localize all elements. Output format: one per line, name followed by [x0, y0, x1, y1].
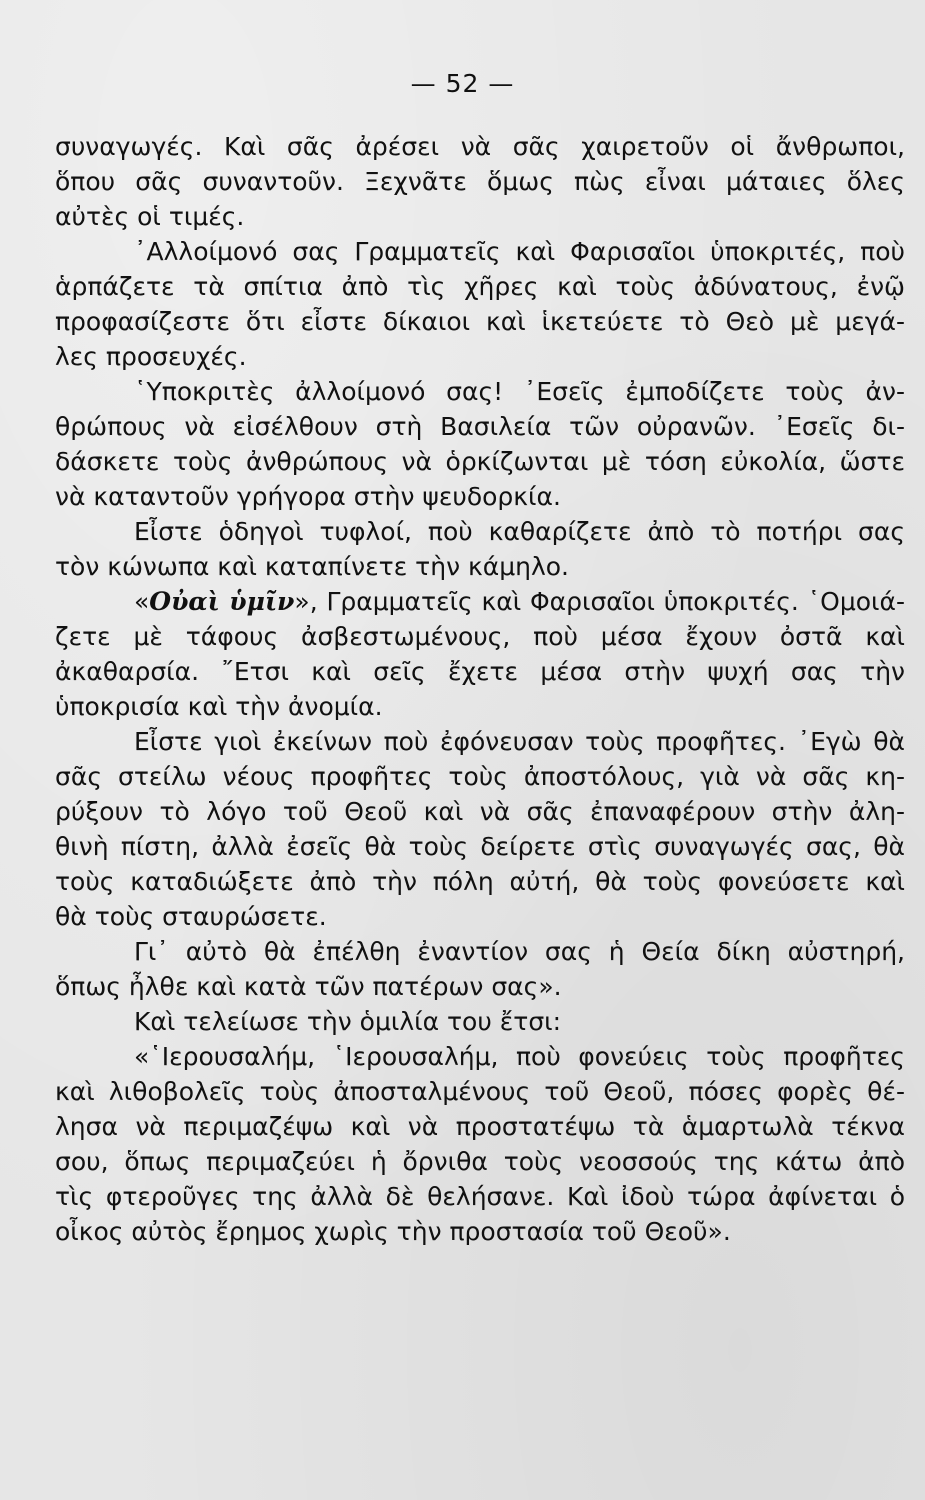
page-number: — 52 — [410, 69, 515, 98]
text-line: τὶς φτεροῦγες της ἀλλὰ δὲ θελήσανε. Καὶ ἰδοὺ τώρα ἀφίνεται ὁ [55, 1182, 905, 1211]
text-line: σᾶς στείλω νέους προφῆτες τοὺς ἀποστόλους, γιὰ νὰ σᾶς κη- [55, 762, 905, 791]
emphasis-ouai-hymin: Οὐαὶ ὑμῖν [149, 587, 295, 616]
text-line: θρώπους νὰ εἰσέλθουν στὴ Βασιλεία τῶν οὐρανῶν. ᾿Εσεῖς δι- [55, 412, 905, 441]
text-line: ἀκαθαρσία. ῎Ετσι καὶ σεῖς ἔχετε μέσα στὴν ψυχή σας τὴν [55, 657, 905, 686]
text-line: λες προσευχές. [55, 342, 247, 371]
text-line: ζετε μὲ τάφους ἀσβεστωμένους, ποὺ μέσα ἔχουν ὀστᾶ καὶ [55, 622, 905, 651]
text-line: Καὶ τελείωσε τὴν ὁμιλία του ἔτσι: [134, 1007, 562, 1036]
text-line: δάσκετε τοὺς ἀνθρώπους νὰ ὁρκίζωνται μὲ τόση εὐκολία, ὥστε [55, 447, 905, 476]
text-line: Εἶστε ὁδηγοὶ τυφλοί, ποὺ καθαρίζετε ἀπὸ τὸ ποτήρι σας [134, 517, 905, 546]
text-line: «῾Ιερουσαλήμ, ῾Ιερουσαλήμ, ποὺ φονεύεις τοὺς προφῆτες [134, 1042, 905, 1071]
text-line: συναγωγές. Καὶ σᾶς ἀρέσει νὰ σᾶς χαιρετοῦν οἱ ἄνθρωποι, [55, 132, 905, 161]
text-line: οἶκος αὐτὸς ἔρημος χωρὶς τὴν προστασία τοῦ Θεοῦ». [55, 1217, 731, 1246]
text-line: καὶ λιθοβολεῖς τοὺς ἀποσταλμένους τοῦ Θεοῦ, πόσες φορὲς θέ- [55, 1077, 905, 1106]
text-line: ρύξουν τὸ λόγο τοῦ Θεοῦ καὶ νὰ σᾶς ἐπαναφέρουν στὴν ἀλη- [55, 797, 905, 826]
text-line: θινὴ πίστη, ἀλλὰ ἐσεῖς θὰ τοὺς δείρετε στὶς συναγωγές σας, θὰ [55, 832, 905, 861]
text-line: τοὺς καταδιώξετε ἀπὸ τὴν πόλη αὐτή, θὰ τοὺς φονεύσετε καὶ [55, 867, 905, 896]
body-text [55, 129, 905, 1249]
text-line: νὰ καταντοῦν γρήγορα στὴν ψευδορκία. [55, 482, 561, 511]
text-line: αὐτὲς οἱ τιμές. [55, 202, 245, 231]
text-line: ὅπως ἦλθε καὶ κατὰ τῶν πατέρων σας». [55, 972, 562, 1001]
text-line: ῾Υποκριτὲς ἀλλοίμονό σας! ᾿Εσεῖς ἐμποδίζετε τοὺς ἀν- [134, 377, 905, 406]
text-line: ἁρπάζετε τὰ σπίτια ἀπὸ τὶς χῆρες καὶ τοὺς ἀδύνατους, ἐνῷ [55, 272, 905, 301]
ouai-line-rest: », Γραμματεῖς καὶ Φαρισαῖοι ὑποκριτές. ῾Ομοιά- [294, 587, 905, 616]
text-line: Γι᾿ αὐτὸ θὰ ἐπέλθη ἐναντίον σας ἡ Θεία δίκη αὐστηρή, [134, 937, 905, 966]
text-line: ᾿Αλλοίμονό σας Γραμματεῖς καὶ Φαρισαῖοι ὑποκριτές, ποὺ [134, 237, 905, 266]
text-line: λησα νὰ περιμαζέψω καὶ νὰ προστατέψω τὰ ἁμαρτωλὰ τέκνα [55, 1112, 905, 1141]
text-line-ouai: «Οὐαὶ ὑμῖν», Γραμματεῖς καὶ Φαρισαῖοι ὑποκριτές. ῾Ομοιά- [134, 587, 905, 616]
text-line: ὑποκρισία καὶ τὴν ἀνομία. [55, 692, 383, 721]
text-line: Εἶστε γιοὶ ἐκείνων ποὺ ἐφόνευσαν τοὺς προφῆτες. ᾿Εγὼ θὰ [134, 727, 905, 756]
text-line: τὸν κώνωπα καὶ καταπίνετε τὴν κάμηλο. [55, 552, 569, 581]
text-line: προφασίζεστε ὅτι εἶστε δίκαιοι καὶ ἱκετεύετε τὸ Θεὸ μὲ μεγά- [55, 307, 905, 336]
text-line: σου, ὅπως περιμαζεύει ἡ ὄρνιθα τοὺς νεοσσούς της κάτω ἀπὸ [55, 1147, 905, 1176]
text-line: ὅπου σᾶς συναντοῦν. Ξεχνᾶτε ὅμως πὼς εἶναι μάταιες ὅλες [55, 167, 905, 196]
text-line: θὰ τοὺς σταυρώσετε. [55, 902, 327, 931]
